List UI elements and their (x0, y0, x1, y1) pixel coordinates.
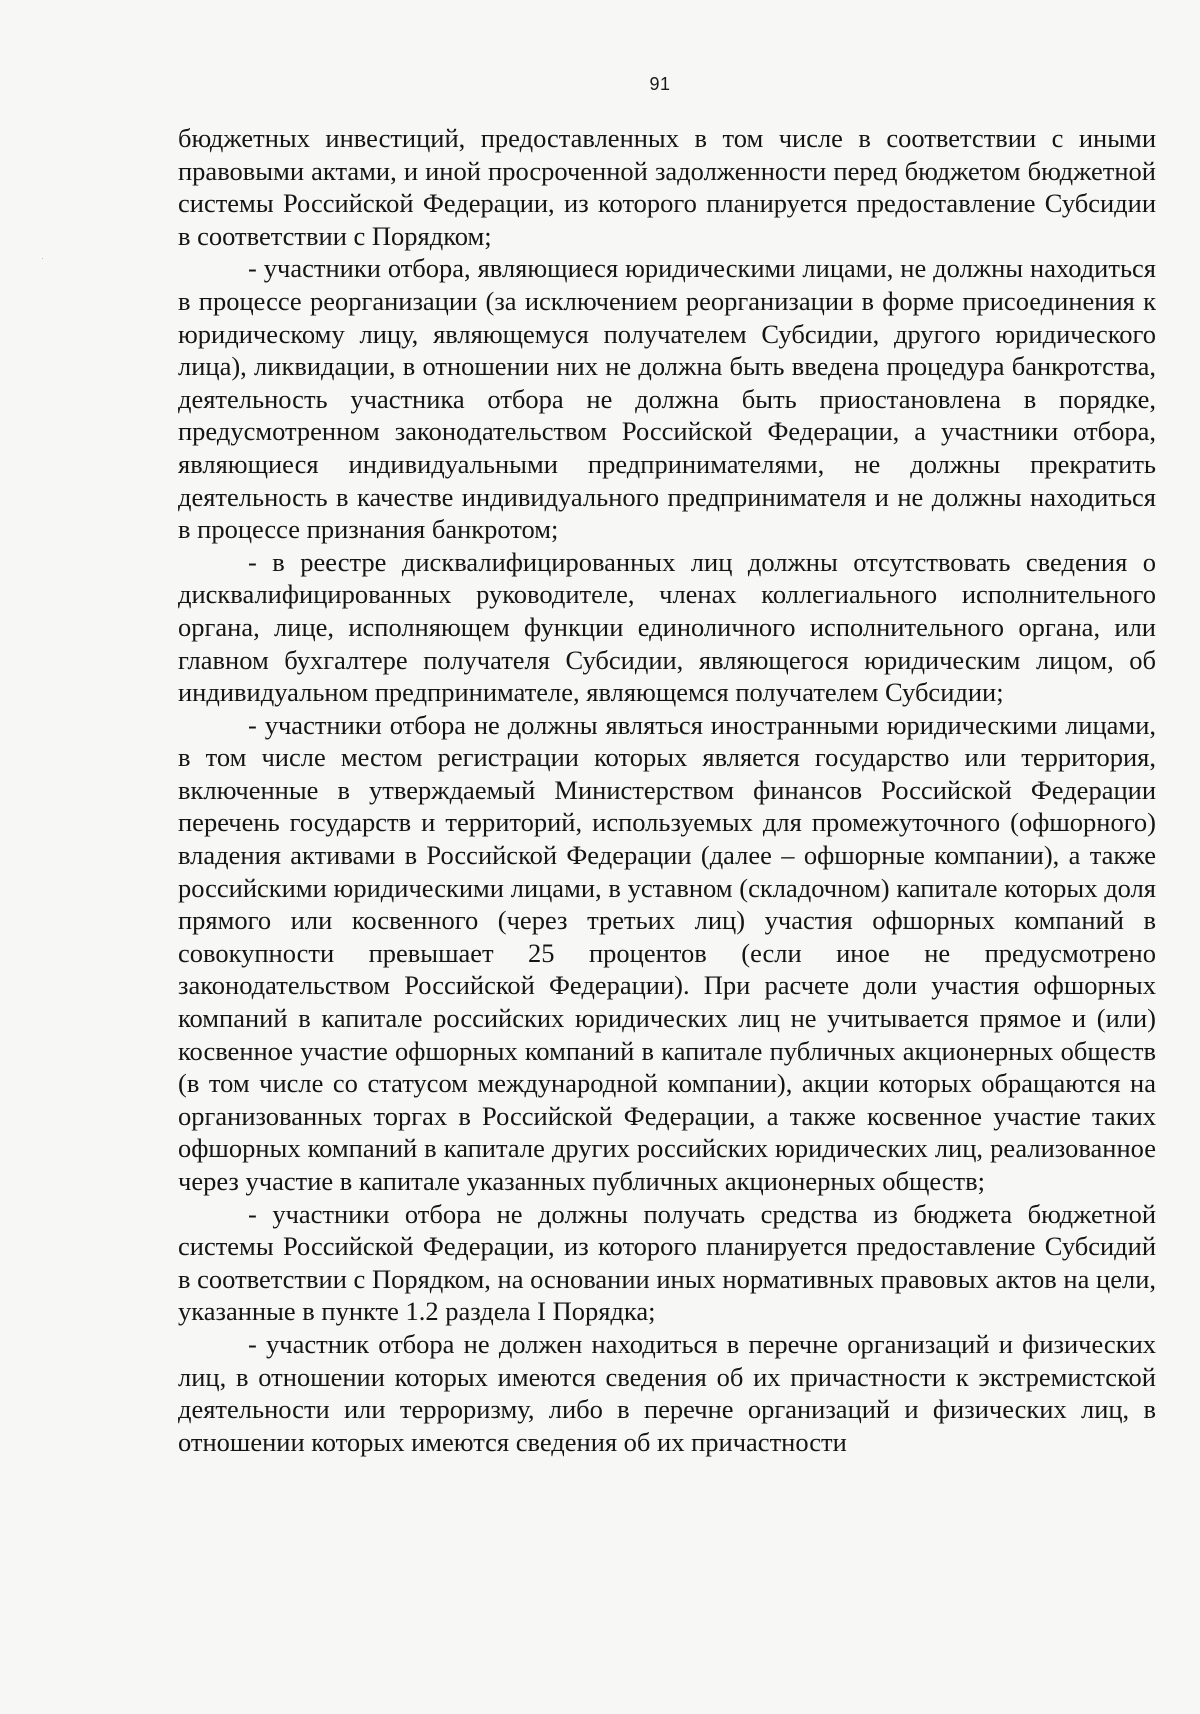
paragraph-reorganization-requirement: - участники отбора, являющиеся юридическими лицами, не должны находиться в процессе реорганизации (за исключением реорганизации в форме присоединения к юридическому лицу, являющемуся получателем Субсидии, другого юридического лица), ликвидации, в отношении них не должна быть введена процедура банкротства, деятельность участника отбора не должна быть приостановлена в порядке, предусмотренном законодательством Российской Федерации, а участники отбора, являющиеся индивидуальными предпринимателями, не должны прекратить деятельность в качестве индивидуального предпринимателя и не должны находиться в процессе признания банкротом; (178, 253, 1156, 545)
paragraph-continuation: бюджетных инвестиций, предоставленных в том числе в соответствии с иными правовыми актами, и иной просроченной задолженности перед бюджетом бюджетной системы Российской Федерации, из которого планируется предоставление Субсидии в соответствии с Порядком; (178, 123, 1156, 251)
scan-dot (42, 258, 43, 259)
paragraph-disqualified-persons-requirement: - в реестре дисквалифицированных лиц должны отсутствовать сведения о дисквалифицированных руководителе, членах коллегиального исполнительного органа, лице, исполняющем функции единоличного исполнительного органа, или главном бухгалтере получателя Субсидии, являющегося юридическим лицом, об индивидуальном предпринимателе, являющемся получателем Субсидии; (178, 546, 1156, 708)
paragraph-budget-funds-requirement: - участники отбора не должны получать средства из бюджета бюджетной системы Российской Федерации, из которого планируется предоставление Субсидий в соответствии с Порядком, на основании иных нормативных правовых актов на цели, указанные в пункте 1.2 раздела I Порядка; (178, 1198, 1156, 1327)
paragraph-offshore-requirement: - участники отбора не должны являться иностранными юридическими лицами, в том числе местом регистрации которых является государство или территория, включенные в утверждаемый Министерством финансов Российской Федерации перечень государств и территорий, используемых для промежуточного (офшорного) владения активами в Российской Федерации (далее – офшорные компании), а также российскими юридическими лицами, в уставном (складочном) капитале которых доля прямого или косвенного (через третьих лиц) участия офшорных компаний в совокупности превышает 25 процентов (если иное не предусмотрено законодательством Российской Федерации). При расчете доли участия офшорных компаний в капитале российских юридических лиц не учитывается прямое и (или) косвенное участие офшорных компаний в капитале публичных акционерных обществ (в том числе со статусом международной компании), акции которых обращаются на организованных торгах в Российской Федерации, а также косвенное участие таких офшорных компаний в капитале других российских юридических лиц, реализованное через участие в капитале указанных публичных акционерных обществ; (178, 709, 1156, 1196)
page-number: 91 (649, 74, 671, 94)
document-body (178, 122, 1156, 1458)
paragraph-extremism-list-requirement: - участник отбора не должен находиться в перечне организаций и физических лиц, в отношении которых имеются сведения об их причастности к экстремистской деятельности или терроризму, либо в перечне организаций и физических лиц, в отношении которых имеются сведения об их причастности (178, 1328, 1156, 1457)
